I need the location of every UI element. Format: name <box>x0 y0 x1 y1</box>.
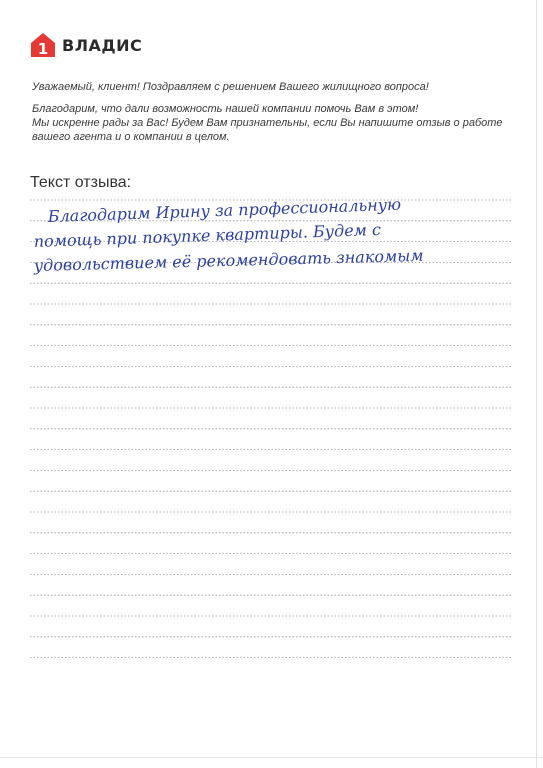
intro-greeting: Уважаемый, клиент! Поздравляем с решением Вашего жилищного вопроса! <box>32 81 429 93</box>
intro-thanks: Благодарим, что дали возможность нашей компании помочь Вам в этом! <box>32 103 419 115</box>
intro-request-cont: вашего агента и о компании в целом. <box>32 131 230 143</box>
brand-name: ВЛАДИС <box>62 35 143 55</box>
review-heading: Текст отзыва: <box>30 174 132 191</box>
logo-digit: 1 <box>37 40 49 58</box>
handwritten-line: удовольствием её рекомендовать знакомым <box>33 245 424 275</box>
handwritten-line: Благодарим Ирину за профессиональную <box>47 194 402 226</box>
intro-request: Мы искренне рады за Вас! Будем Вам признательны, если Вы напишите отзыв о работе <box>32 117 503 129</box>
handwritten-line: помощь при покупке квартиры. Будем с <box>33 219 382 251</box>
